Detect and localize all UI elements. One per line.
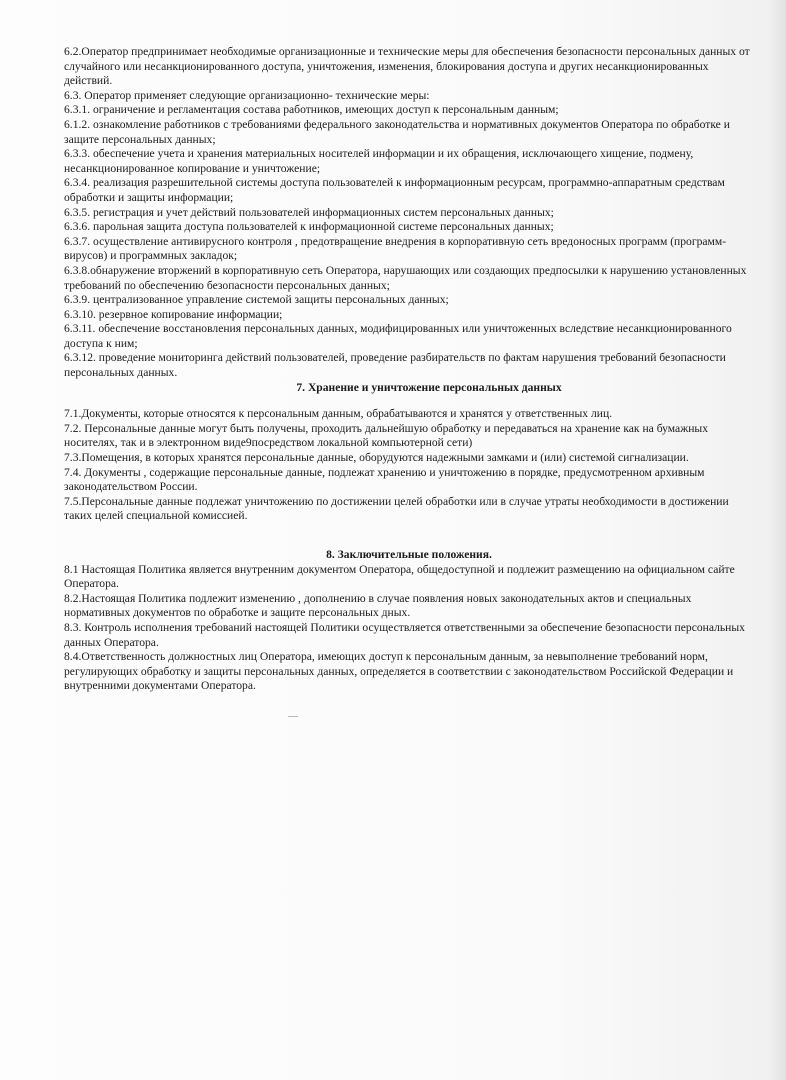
paragraph-6-3-8: 6.3.8.обнаружение вторжений в корпоративную сеть Оператора, нарушающих или создающих предпосылки к нарушению установленных требований по обеспечению безопасности персональных данных; [64, 263, 747, 292]
scan-artifact-mark [288, 716, 298, 717]
paragraph-6-3-10: 6.3.10. резервное копирование информации; [64, 307, 283, 321]
paragraph-7-4: 7.4. Документы , содержащие персональные данные, подлежат хранению и уничтожению в порядке, предусмотренном архивным законодательством России. [64, 465, 705, 494]
paragraph-6-3-11: 6.3.11. обеспечение восстановления персональных данных, модифицированных или уничтоженных вследствие несанкционированного доступа к ним; [64, 322, 732, 350]
section-7-heading: 7. Хранение и уничтожение персональных данных [296, 380, 562, 394]
paragraph-8-2: 8.2.Настоящая Политика подлежит изменению , дополнению в случае появления новых законодательных актов и специальных нормативных документов по обработке и защите персональных дных. [64, 591, 692, 620]
paragraph-6-3-1: 6.3.1. ограничение и регламентация состава работников, имеющих доступ к персональным данным; [64, 103, 559, 117]
spacer [64, 395, 754, 407]
paragraph-8-4: 8.4.Ответственность должностных лиц Оператора, имеющих доступ к персональным данным, за невыполнение требований норм, регулирующих обработку и защиты персональных данных, определяется в соответствии с законодательством Российской Федерации и внутренними документами Оператора. [64, 650, 734, 693]
paragraph-7-1: 7.1.Документы, которые относятся к персональным данным, обрабатываются и хранятся у ответственных лиц. [64, 407, 613, 421]
paragraph-6-3-6: 6.3.6. парольная защита доступа пользователей к информационной системе персональных данных; [64, 220, 554, 234]
spacer [64, 524, 754, 548]
paragraph-6-3-7: 6.3.7. осуществление антивирусного контроля , предотвращение внедрения в корпоративную сеть вредоносных программ (программ-вирусов) и программных закладок; [64, 234, 727, 263]
section-8-heading: 8. Заключительные положения. [326, 548, 492, 561]
paragraph-7-5: 7.5.Персональные данные подлежат уничтожению по достижении целей обработки или в случае утраты необходимости в достижении таких целей специальной комиссией. [64, 494, 729, 523]
paragraph-6-1-2: 6.1.2. ознакомление работников с требованиями федерального законодательства и нормативных документов Оператора по обработке и защите персональных данных; [64, 117, 730, 146]
paragraph-6-3-5: 6.3.5. регистрация и учет действий пользователей информационных систем персональных данных; [64, 205, 554, 219]
document-body [64, 45, 754, 694]
paragraph-6-3-12: 6.3.12. проведение мониторинга действий пользователей, проведение разбирательств по фактам нарушения требований безопасности персональных данных. [64, 351, 726, 380]
paragraph-6-3: 6.3. Оператор применяет следующие организационно- технические меры: [64, 88, 430, 102]
paragraph-6-3-4: 6.3.4. реализация разрешительной системы доступа пользователей к информационным ресурсам, программно-аппаратным средствам обработки и защиты информации; [64, 176, 725, 204]
paragraph-6-2: 6.2.Оператор предпринимает необходимые организационные и технические меры для обеспечения безопасности персональных данных от случайного или несанкционированного доступа, уничтожения, изменения, блокирования доступа и других несанкционированных действий. [64, 45, 750, 88]
paragraph-7-3: 7.3.Помещения, в которых хранятся персональные данные, оборудуются надежными замками и (или) системой сигнализации. [64, 451, 689, 465]
paragraph-6-3-9: 6.3.9. централизованное управление системой защиты персональных данных; [64, 293, 449, 307]
page-edge-shadow [768, 0, 786, 1080]
paragraph-6-3-3: 6.3.3. обеспечение учета и хранения материальных носителей информации и их обращения, исключающего хищение, подмену, несанкционированное копирование и уничтожение; [64, 147, 694, 175]
paragraph-8-1: 8.1 Настоящая Политика является внутренним документом Оператора, общедоступной и подлежит размещению на официальном сайте Оператора. [64, 562, 735, 591]
paragraph-8-3: 8.3. Контроль исполнения требований настоящей Политики осуществляется ответственными за обеспечение безопасности персональных данных Оператора. [64, 620, 745, 649]
paragraph-7-2: 7.2. Персональные данные могут быть получены, проходить дальнейшую обработку и передаваться на хранение как на бумажных носителях, так и в электронном виде9посредством локальной компьютерной сети) [64, 421, 709, 450]
